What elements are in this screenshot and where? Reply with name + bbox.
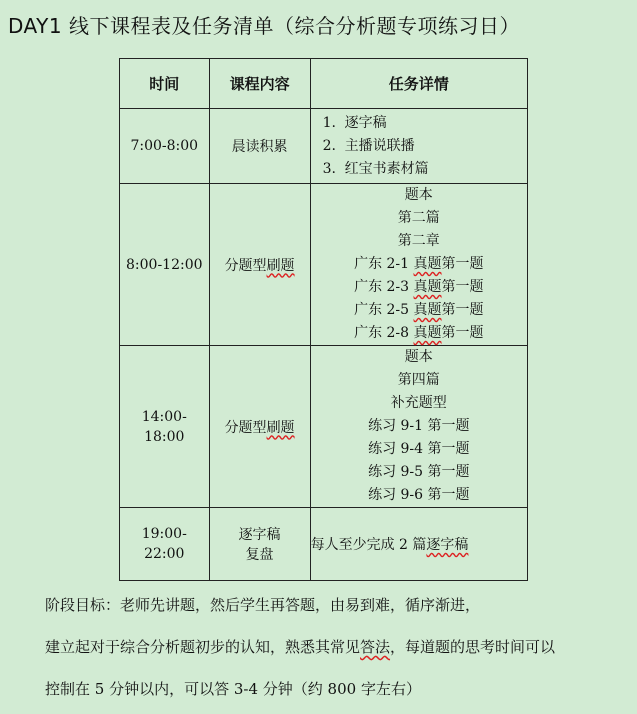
spellcheck-mark: 刷题 [266,257,295,274]
time-text: 18:00 [144,428,185,445]
time-cell [120,346,210,508]
list-number: 3. [322,160,336,177]
goal-line-3: 控制在 5 分钟以内，可以答 3-4 分钟（约 800 字左右） [45,680,421,698]
content-text: 晨读积累 [231,139,288,155]
spellcheck-mark: 真题 [413,302,442,318]
goal-text: ，每道题的思考时间可以 [390,638,556,656]
detail-line [311,299,527,322]
details-list [311,112,527,181]
list-number: 2. [322,137,336,154]
detail-text: 广东 2-3 [354,279,414,295]
detail-line [311,230,527,253]
list-item [323,112,527,135]
detail-line: 练习 9-4 第一题 [368,441,470,457]
detail-line [311,322,527,345]
detail-text: 每人至少完成 2 篇 [310,537,427,553]
detail-text: 第一题 [441,256,484,272]
time-text: 19:00- [141,526,187,542]
header-details: 任务详情 [310,59,527,109]
detail-text: 第二章 [397,233,440,249]
goal-text: 建立起对于综合分析题初步的认知，熟悉其常见 [45,638,361,656]
content-cell [209,109,310,184]
detail-line: 题本 [404,349,433,365]
time-cell [120,109,210,184]
detail-line [311,184,527,207]
detail-line: 练习 9-1 第一题 [368,418,470,434]
details-cell [310,346,527,508]
time-text: 22:00 [144,546,185,562]
content-text: 分题型 [224,257,267,274]
list-item [323,158,527,181]
content-cell [209,184,310,346]
detail-line [311,207,527,230]
detail-line [311,253,527,276]
details-cell [310,109,527,184]
details-cell [310,184,527,346]
list-item-text: 逐字稿 [344,114,387,131]
content-text: 逐字稿 [238,527,281,543]
content-cell [209,346,310,508]
content-text: 分题型 [224,419,267,436]
list-item-text: 红宝书素材篇 [344,160,429,177]
list-item-text: 主播说联播 [344,137,415,154]
detail-line: 练习 9-5 第一题 [368,464,470,480]
list-number: 1. [322,114,336,131]
list-item [323,135,527,158]
header-time: 时间 [120,59,210,109]
spellcheck-mark: 真题 [413,256,442,272]
detail-text: 题本 [404,187,433,203]
time-cell [120,508,210,581]
detail-text: 第一题 [441,302,484,318]
spellcheck-mark: 真题 [413,279,442,295]
detail-text: 广东 2-5 [354,302,414,318]
detail-line [311,276,527,299]
content-text: 复盘 [245,547,274,563]
table-row [120,184,528,346]
detail-line: 练习 9-6 第一题 [368,487,470,503]
spellcheck-mark: 刷题 [266,419,295,436]
detail-text: 第一题 [441,325,484,341]
page-title: DAY1 线下课程表及任务清单（综合分析题专项练习日） [8,14,520,38]
time-text: 7:00-8:00 [130,138,199,154]
schedule-table [119,58,528,581]
goal-line-2 [45,636,625,657]
spellcheck-mark: 逐字稿 [426,537,469,553]
content-cell [209,508,310,581]
table-row [120,346,528,508]
detail-text: 广东 2-8 [354,325,414,341]
spellcheck-mark: 真题 [413,325,442,341]
header-content: 课程内容 [209,59,310,109]
spellcheck-mark: 答法 [360,638,391,656]
table-row [120,508,528,581]
time-text: 8:00-12:00 [126,256,203,273]
detail-text: 第二篇 [397,210,440,226]
table-row [120,109,528,184]
table-header-row [120,59,528,109]
details-cell [310,508,527,581]
detail-line: 补充题型 [390,395,447,411]
detail-text: 广东 2-1 [354,256,414,272]
time-cell [120,184,210,346]
detail-text: 第一题 [441,279,484,295]
detail-line: 第四篇 [397,372,440,388]
time-text: 14:00- [141,408,187,425]
goal-line-1: 阶段目标：老师先讲题，然后学生再答题，由易到难，循序渐进， [45,596,481,614]
